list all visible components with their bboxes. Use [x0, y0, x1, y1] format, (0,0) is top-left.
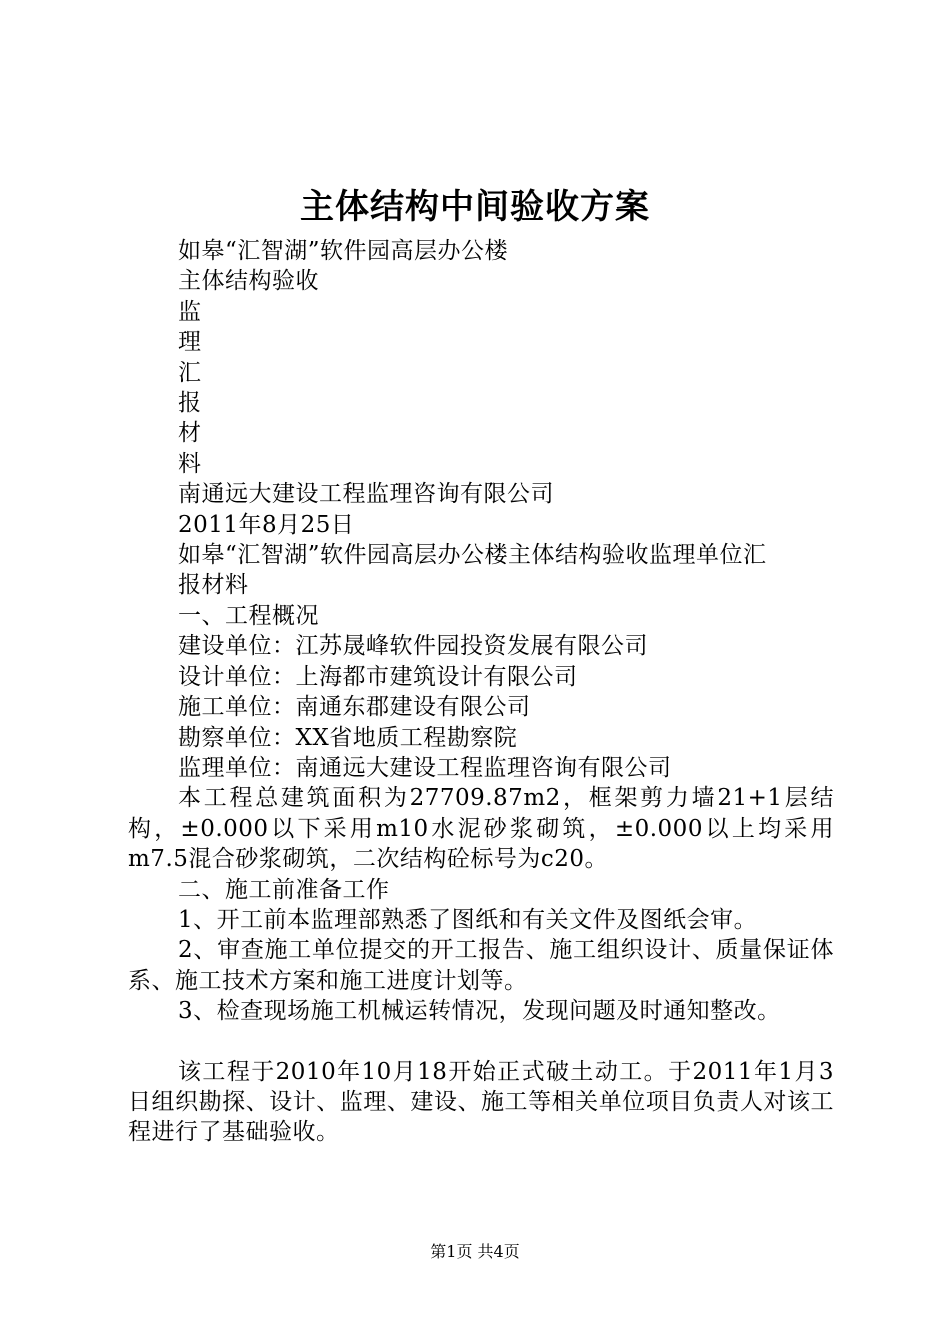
paragraph-supervisor: 监理单位：南通远大建设工程监理咨询有限公司 [178, 754, 672, 781]
document-title: 主体结构中间验收方案 [300, 187, 650, 227]
cover-line-company: 南通远大建设工程监理咨询有限公司 [178, 481, 554, 508]
page-number-footer: 第1页 共4页 [430, 1242, 520, 1261]
paragraph-client: 建设单位：江苏晟峰软件园投资发展有限公司 [178, 633, 648, 660]
cover-line-char: 理 [178, 329, 202, 356]
paragraph-spacer [128, 1027, 834, 1057]
cover-line-char: 材 [178, 420, 202, 447]
paragraph-contractor: 施工单位：南通东郡建设有限公司 [178, 694, 531, 721]
paragraph-report-heading-cont: 报材料 [178, 572, 249, 599]
paragraph-report-heading: 如皋“汇智湖”软件园高层办公楼主体结构验收监理单位汇 [178, 542, 767, 569]
section-heading-preparation: 二、施工前准备工作 [178, 876, 390, 903]
cover-line-char: 报 [178, 390, 202, 417]
cover-line-char: 监 [178, 298, 202, 325]
paragraph-surveyor: 勘察单位：XX省地质工程勘察院 [178, 724, 518, 751]
paragraph-item-3: 3、检查现场施工机械运转情况，发现问题及时通知整改。 [178, 998, 781, 1025]
cover-line-char: 料 [178, 450, 202, 477]
cover-line-subject: 主体结构验收 [178, 268, 319, 295]
cover-line-project: 如皋“汇智湖”软件园高层办公楼 [178, 238, 509, 264]
cover-line-date: 2011年8月25日 [178, 511, 355, 538]
paragraph-item-1: 1、开工前本监理部熟悉了图纸和有关文件及图纸会审。 [178, 906, 758, 933]
paragraph-designer: 设计单位：上海都市建筑设计有限公司 [178, 663, 578, 690]
paragraph-project-scope: 本工程总建筑面积为27709.87m2，框架剪力墙21+1层结构，±0.000以下采用m10水泥砂浆砌筑，±0.000以上均采用m7.5混合砂浆砌筑，二次结构砼标号为c20。 [128, 785, 834, 873]
cover-line-char: 汇 [178, 359, 202, 386]
section-heading-overview: 一、工程概况 [178, 602, 319, 629]
paragraph-item-2: 2、审查施工单位提交的开工报告、施工组织设计、质量保证体系、施工技术方案和施工进度计划等。 [128, 937, 834, 994]
paragraph-groundbreaking: 该工程于2010年10月18开始正式破土动工。于2011年1月3日组织勘探、设计、监理、建设、施工等相关单位项目负责人对该工程进行了基础验收。 [128, 1058, 834, 1146]
document-body [128, 236, 834, 1148]
